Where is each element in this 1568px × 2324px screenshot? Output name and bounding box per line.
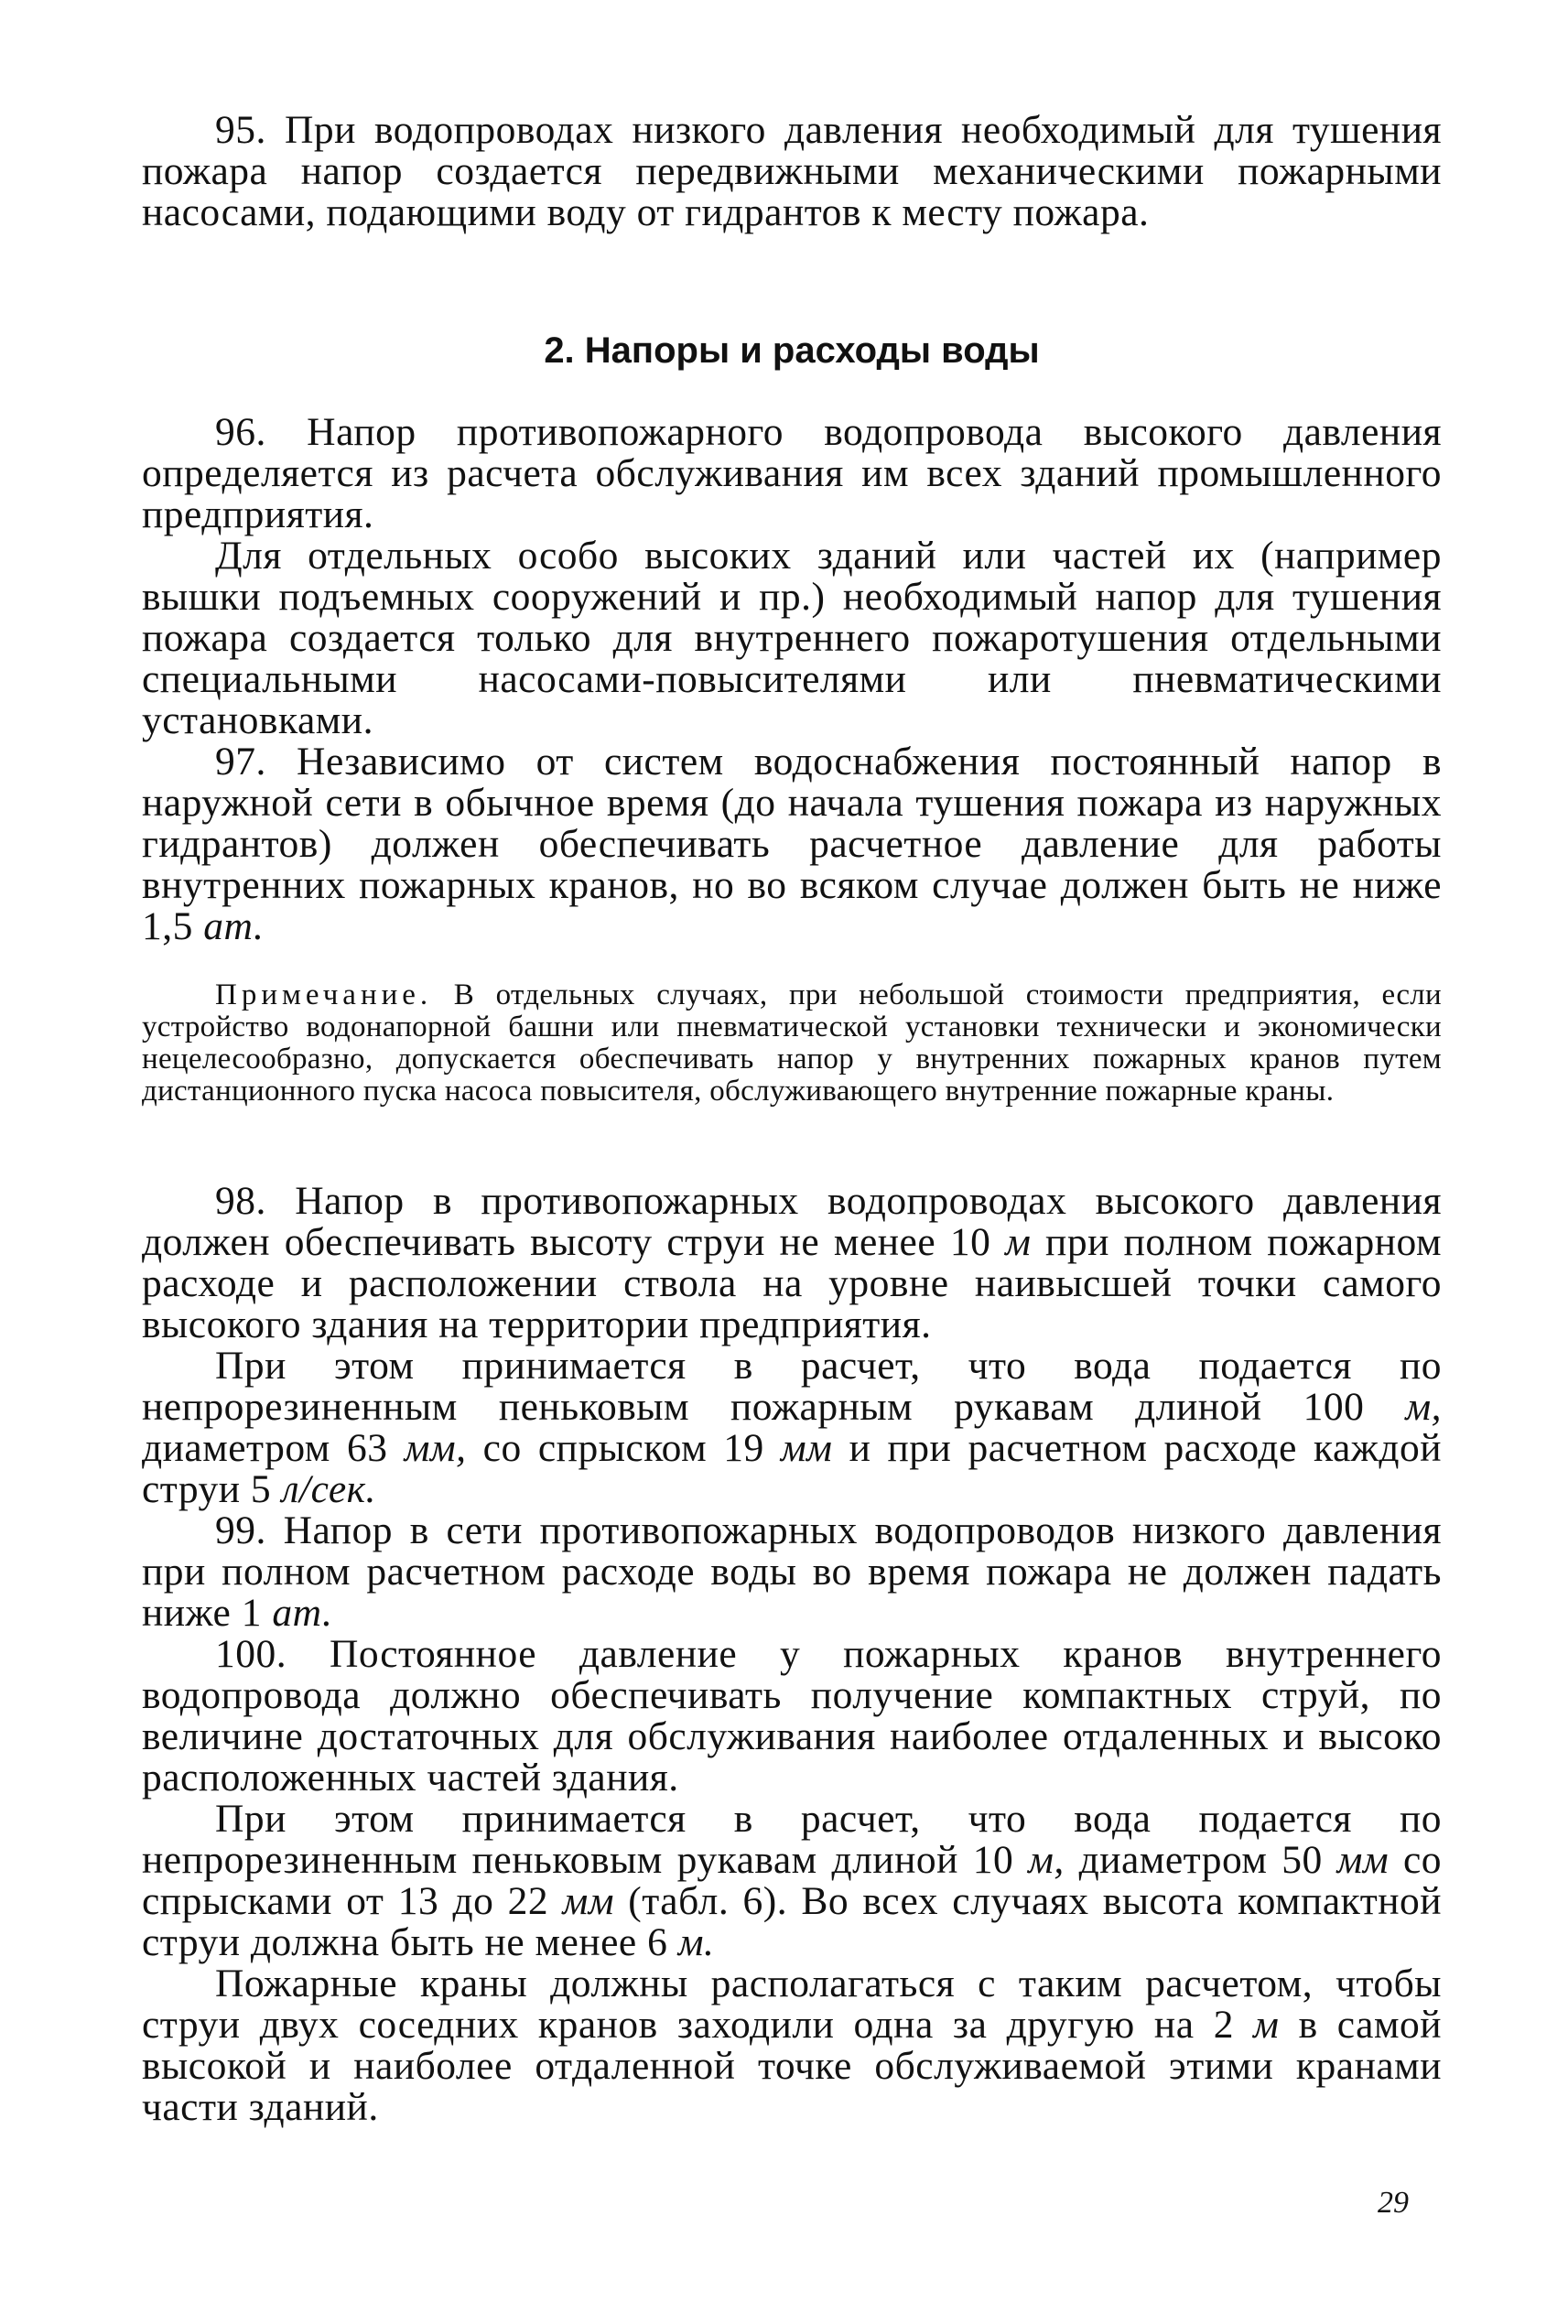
paragraph-100b-text-d: (табл. 6). Во всех случаях высота компактной струи должна быть не менее 6	[142, 1879, 1443, 1964]
note-block	[142, 979, 1442, 1108]
paragraph-98b-text-b: диаметром 63	[142, 1426, 388, 1470]
paragraph-98b	[142, 1346, 1442, 1510]
paragraph-98b-text-d: и при расчетном расходе каждой струи 5	[142, 1426, 1443, 1511]
paragraph-100b	[142, 1799, 1442, 1963]
unit-m: м	[1253, 2003, 1280, 2047]
paragraph-96b: Для отдельных особо высоких зданий или частей их (например вышки подъемных сооружений и пр.) необходимый напор для тушения пожара создается только для внутреннего пожаротушения отдельными специальными насосами-повысителями или пневматическими установками.	[142, 534, 1442, 742]
page-number: 29	[1378, 2186, 1409, 2220]
paragraph-98b-text-a: При этом принимается в расчет, что вода подается по непрорезиненным пеньковым пожарным рукавам длиной 100	[142, 1344, 1442, 1429]
unit-at: ат.	[203, 904, 265, 948]
section-heading-block	[142, 328, 1442, 373]
paragraph-98b-text-c: со спрыском 19	[466, 1426, 764, 1470]
unit-m: м,	[1028, 1838, 1065, 1882]
paragraph-99-text: 99. Напор в сети противопожарных водопроводов низкого давления при полном расчетном расходе воды во время пожара не должен падать ниже 1	[142, 1508, 1442, 1635]
unit-mm: мм,	[404, 1426, 467, 1470]
paragraph-98-text-b: при полном пожарном расходе и расположении ствола на уровне наивысшей точки самого высокого здания на территории предприятия.	[142, 1220, 1442, 1346]
paragraph-100b-text-b: диаметром 50	[1064, 1838, 1323, 1882]
unit-mm: мм	[780, 1426, 833, 1470]
unit-m: м.	[677, 1920, 715, 1964]
unit-m: м,	[1405, 1385, 1442, 1429]
unit-m: м	[1005, 1220, 1032, 1264]
section-heading: 2. Напоры и расходы воды	[544, 330, 1040, 371]
paragraph-97	[142, 741, 1442, 947]
paragraph-97-text: 97. Независимо от систем водоснабжения постоянный напор в наружной сети в обычное время (до начала тушения пожара из наружных гидрантов) должен обеспечивать расчетное давление для работы внутренних пожарных кранов, но во всяком случае должен быть не ниже 1,5	[142, 740, 1442, 948]
note-label: Примечание.	[215, 978, 433, 1011]
note-text: В отдельных случаях, при небольшой стоимости предприятия, если устройство водонапорной башни или пневматической установки технически и экономически нецелесообразно, допускается обеспечивать напор у внутренних пожарных кранов путем дистанционного пуска насоса повысителя, обслуживающего внутренние пожарные краны.	[142, 978, 1442, 1108]
unit-mm: мм	[1336, 1838, 1390, 1882]
body-block-1	[142, 412, 1442, 947]
paragraph-99	[142, 1510, 1442, 1634]
note	[142, 979, 1442, 1108]
unit-l-sec: л/сек.	[281, 1467, 376, 1511]
paragraph-100c-text-a: Пожарные краны должны располагаться с таким расчетом, чтобы струи двух соседних кранов заходили одна за другую на 2	[142, 1962, 1442, 2047]
paragraph-100c	[142, 1963, 1442, 2128]
paragraph-98	[142, 1181, 1442, 1346]
paragraph-100b-text-a: При этом принимается в расчет, что вода подается по непрорезиненным пеньковым рукавам длиной 10	[142, 1797, 1442, 1882]
paragraph-100c-text-b: в самой высокой и наиболее отдаленной точке обслуживаемой этими кранами части зданий.	[142, 2003, 1443, 2129]
paragraph-96: 96. Напор противопожарного водопровода высокого давления определяется из расчета обслуживания им всех зданий промышленного предприятия.	[142, 410, 1442, 536]
unit-mm: мм	[562, 1879, 614, 1923]
paragraph-100: 100. Постоянное давление у пожарных кранов внутреннего водопровода должно обеспечивать получение компактных струй, по величине достаточных для обслуживания наиболее отдаленных и высоко расположенных частей здания.	[142, 1632, 1442, 1800]
paragraph-100b-text-c: со спрысками от 13 до 22	[142, 1838, 1443, 1923]
paragraph-98-text-a: 98. Напор в противопожарных водопроводах высокого давления должен обеспечивать высоту струи не менее 10	[142, 1179, 1442, 1264]
paragraph-95-block	[142, 110, 1442, 233]
body-block-2	[142, 1181, 1442, 2128]
paragraph-95: 95. При водопроводах низкого давления необходимый для тушения пожара напор создается передвижными механическими пожарными насосами, подающими воду от гидрантов к месту пожара.	[142, 108, 1442, 234]
unit-at: ат.	[272, 1591, 333, 1635]
